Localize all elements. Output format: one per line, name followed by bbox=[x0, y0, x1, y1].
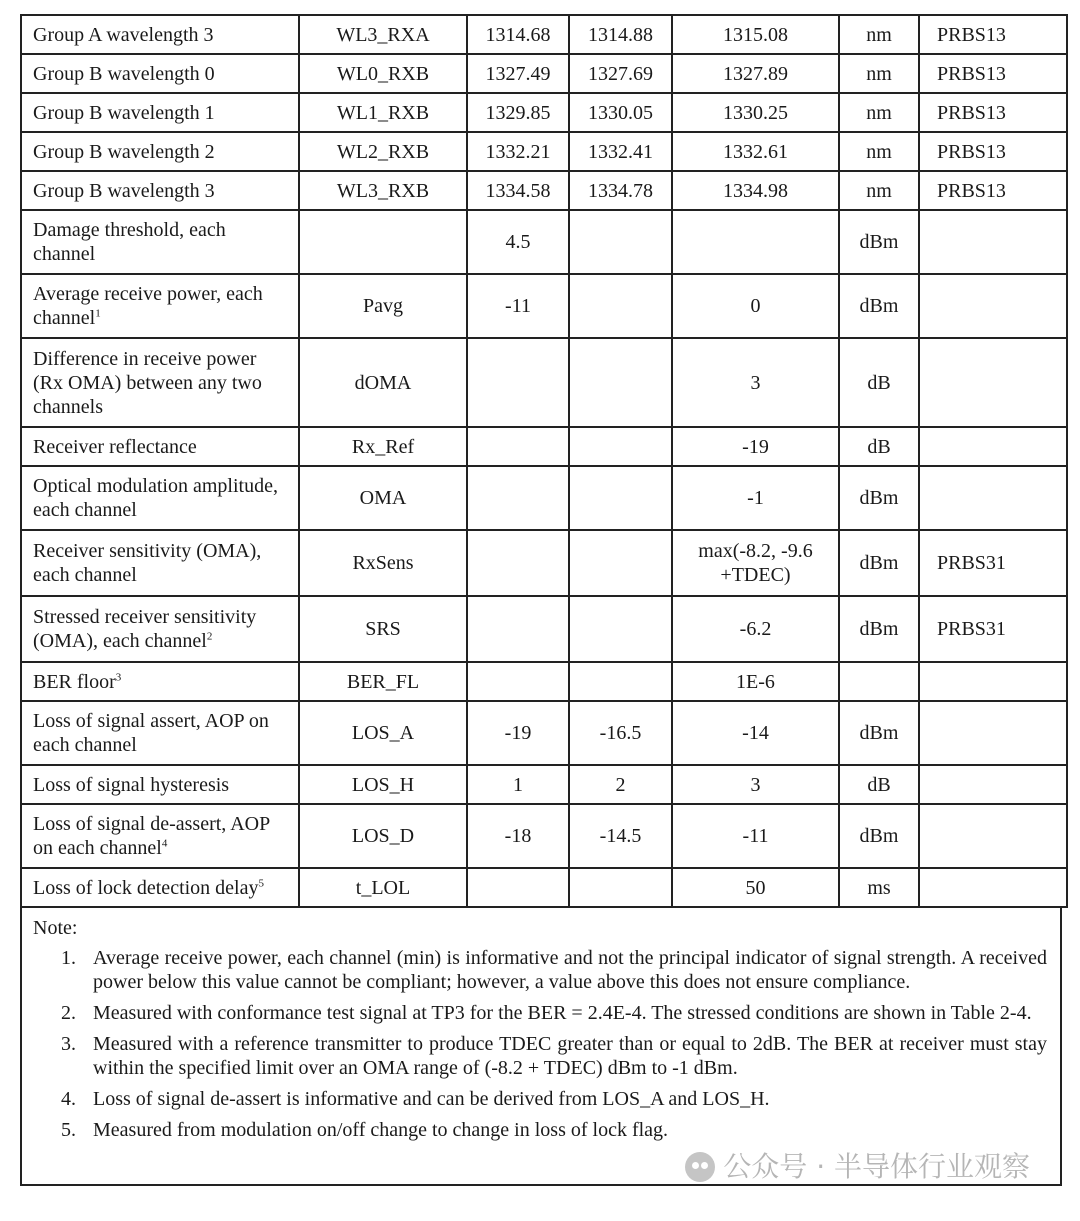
unit-text: dB bbox=[867, 773, 891, 796]
min-text: 1327.49 bbox=[485, 62, 551, 85]
unit-text: nm bbox=[866, 101, 892, 124]
cell-typ bbox=[569, 466, 672, 530]
cell-unit bbox=[839, 15, 919, 54]
symbol-text: LOS_D bbox=[351, 825, 415, 847]
max-text: max(-8.2, -9.6 +TDEC) bbox=[698, 540, 813, 586]
unit-text: dBm bbox=[859, 552, 899, 574]
symbol-text: SRS bbox=[365, 618, 401, 640]
cell-param bbox=[21, 132, 299, 171]
cell-unit bbox=[839, 132, 919, 171]
symbol-text: Rx_Ref bbox=[351, 435, 415, 458]
footnote-ref: 5 bbox=[258, 876, 264, 889]
cell-param bbox=[21, 466, 299, 530]
param-text: Loss of signal de-assert, AOP on each channel bbox=[33, 813, 270, 859]
min-text: 1334.58 bbox=[485, 179, 551, 202]
note-text: Average receive power, each channel (min) is informative and not the principal indicator of signal strength. A received power below this value cannot be compliant; however, a value above this does not ensure compliance. bbox=[93, 947, 1047, 993]
note-number: 2. bbox=[61, 1002, 76, 1024]
table-row bbox=[21, 132, 1067, 171]
symbol-text: Pavg bbox=[363, 295, 403, 317]
cell-param bbox=[21, 171, 299, 210]
cell-max bbox=[672, 171, 839, 210]
footnote-ref: 1 bbox=[95, 307, 101, 320]
note-item bbox=[33, 1087, 1049, 1111]
cell-cond bbox=[919, 466, 1067, 530]
cell-max bbox=[672, 701, 839, 765]
symbol-text: WL1_RXB bbox=[336, 101, 430, 124]
cell-max bbox=[672, 93, 839, 132]
cell-max bbox=[672, 466, 839, 530]
watermark bbox=[685, 1152, 1030, 1182]
table-row bbox=[21, 274, 1067, 338]
cell-symbol bbox=[299, 662, 467, 701]
typ-text: -14.5 bbox=[599, 825, 642, 847]
cell-unit bbox=[839, 596, 919, 662]
cell-param bbox=[21, 338, 299, 427]
min-text: 1 bbox=[513, 773, 523, 796]
param-text: Group B wavelength 3 bbox=[33, 179, 215, 202]
symbol-text: WL3_RXA bbox=[336, 23, 430, 46]
cell-min bbox=[467, 868, 569, 907]
typ-text: 1334.78 bbox=[588, 179, 653, 202]
cell-min bbox=[467, 466, 569, 530]
table-row bbox=[21, 868, 1067, 907]
cell-typ bbox=[569, 868, 672, 907]
cell-cond bbox=[919, 15, 1067, 54]
cell-symbol bbox=[299, 54, 467, 93]
symbol-text: LOS_A bbox=[351, 722, 415, 744]
max-text: 1315.08 bbox=[723, 23, 788, 46]
cell-symbol bbox=[299, 804, 467, 868]
cell-cond bbox=[919, 132, 1067, 171]
param-text: Stressed receiver sensitivity (OMA), each channel bbox=[33, 606, 257, 652]
cell-typ bbox=[569, 15, 672, 54]
cell-unit bbox=[839, 427, 919, 466]
cell-typ bbox=[569, 596, 672, 662]
typ-text: 1332.41 bbox=[588, 140, 653, 163]
cell-unit bbox=[839, 171, 919, 210]
min-text: 4.5 bbox=[505, 231, 531, 253]
cell-max bbox=[672, 15, 839, 54]
max-text: -1 bbox=[747, 487, 764, 509]
table-row bbox=[21, 596, 1067, 662]
cell-min bbox=[467, 54, 569, 93]
cell-param bbox=[21, 427, 299, 466]
symbol-text: WL3_RXB bbox=[336, 179, 430, 202]
cell-cond bbox=[919, 662, 1067, 701]
cell-typ bbox=[569, 171, 672, 210]
table-row bbox=[21, 171, 1067, 210]
param-text: Loss of signal hysteresis bbox=[33, 773, 230, 796]
cell-min bbox=[467, 132, 569, 171]
cond-text: PRBS13 bbox=[937, 101, 1006, 124]
cell-param bbox=[21, 701, 299, 765]
footnote-ref: 3 bbox=[115, 670, 122, 683]
cell-typ bbox=[569, 804, 672, 868]
cell-param bbox=[21, 868, 299, 907]
cell-max bbox=[672, 765, 839, 804]
cell-param bbox=[21, 54, 299, 93]
max-text: 3 bbox=[750, 773, 761, 796]
max-text: 3 bbox=[750, 371, 761, 394]
min-text: 1332.21 bbox=[485, 140, 551, 163]
cell-unit bbox=[839, 804, 919, 868]
cell-symbol bbox=[299, 171, 467, 210]
cell-typ bbox=[569, 530, 672, 596]
cell-max bbox=[672, 274, 839, 338]
cell-max bbox=[672, 54, 839, 93]
cell-cond bbox=[919, 804, 1067, 868]
cell-symbol bbox=[299, 530, 467, 596]
cell-param bbox=[21, 210, 299, 274]
cell-typ bbox=[569, 132, 672, 171]
max-text: -19 bbox=[742, 435, 769, 458]
cell-cond bbox=[919, 868, 1067, 907]
note-number: 1. bbox=[61, 947, 76, 969]
cell-symbol bbox=[299, 701, 467, 765]
cell-unit bbox=[839, 530, 919, 596]
param-text: Receiver reflectance bbox=[33, 435, 197, 458]
cell-min bbox=[467, 596, 569, 662]
notes-heading: Note: bbox=[33, 917, 78, 939]
table-row bbox=[21, 804, 1067, 868]
cell-max bbox=[672, 596, 839, 662]
unit-text: dBm bbox=[859, 618, 899, 640]
cell-min bbox=[467, 427, 569, 466]
cell-param bbox=[21, 15, 299, 54]
cell-cond bbox=[919, 171, 1067, 210]
cell-param bbox=[21, 765, 299, 804]
param-text: Optical modulation amplitude, each channel bbox=[33, 475, 278, 521]
symbol-text: RxSens bbox=[352, 552, 414, 574]
table-row bbox=[21, 54, 1067, 93]
min-text: -19 bbox=[504, 722, 532, 744]
cell-cond bbox=[919, 338, 1067, 427]
cell-typ bbox=[569, 338, 672, 427]
note-item bbox=[33, 1001, 1049, 1025]
param-text: Group B wavelength 0 bbox=[33, 62, 215, 85]
cell-min bbox=[467, 804, 569, 868]
max-text: -11 bbox=[742, 825, 769, 847]
cell-min bbox=[467, 338, 569, 427]
cell-typ bbox=[569, 210, 672, 274]
cell-max bbox=[672, 427, 839, 466]
max-text: 1330.25 bbox=[723, 101, 788, 124]
param-text: Loss of signal assert, AOP on each channel bbox=[33, 710, 269, 756]
note-number: 3. bbox=[61, 1033, 76, 1055]
cell-cond bbox=[919, 210, 1067, 274]
cond-text: PRBS31 bbox=[937, 618, 1006, 640]
param-text: BER floor bbox=[33, 670, 116, 693]
cond-text: PRBS13 bbox=[937, 140, 1006, 163]
unit-text: dBm bbox=[859, 825, 899, 847]
max-text: -14 bbox=[742, 722, 769, 744]
note-text: Measured with a reference transmitter to produce TDEC greater than or equal to 2dB. The BER at receiver must stay within the specified limit over an OMA range of (-8.2 + TDEC) dBm to -1 dBm. bbox=[93, 1033, 1047, 1079]
cell-typ bbox=[569, 54, 672, 93]
cond-text: PRBS13 bbox=[937, 179, 1006, 202]
cell-unit bbox=[839, 54, 919, 93]
param-text: Average receive power, each channel bbox=[33, 283, 263, 329]
cell-cond bbox=[919, 93, 1067, 132]
typ-text: 1327.69 bbox=[588, 62, 653, 85]
cell-unit bbox=[839, 338, 919, 427]
cell-max bbox=[672, 210, 839, 274]
cell-symbol bbox=[299, 338, 467, 427]
unit-text: dBm bbox=[859, 231, 899, 253]
note-number: 4. bbox=[61, 1088, 76, 1110]
cell-unit bbox=[839, 466, 919, 530]
table-row bbox=[21, 210, 1067, 274]
table-row bbox=[21, 93, 1067, 132]
unit-text: dB bbox=[867, 435, 891, 458]
unit-text: dBm bbox=[859, 487, 899, 509]
min-text: -11 bbox=[505, 295, 531, 317]
symbol-text: BER_FL bbox=[346, 670, 420, 693]
max-text: 1E-6 bbox=[736, 670, 775, 693]
table-row bbox=[21, 530, 1067, 596]
cell-min bbox=[467, 274, 569, 338]
cell-unit bbox=[839, 93, 919, 132]
note-text: Measured with conformance test signal at TP3 for the BER = 2.4E-4. The stressed conditions are shown in Table 2-4. bbox=[93, 1002, 1032, 1024]
note-text: Measured from modulation on/off change to change in loss of lock flag. bbox=[93, 1119, 669, 1141]
cell-symbol bbox=[299, 765, 467, 804]
min-text: 1329.85 bbox=[485, 101, 551, 124]
cell-max bbox=[672, 530, 839, 596]
cell-min bbox=[467, 171, 569, 210]
cell-max bbox=[672, 662, 839, 701]
unit-text: nm bbox=[866, 23, 892, 46]
unit-text: dBm bbox=[859, 722, 899, 744]
cell-min bbox=[467, 93, 569, 132]
cell-symbol bbox=[299, 427, 467, 466]
cell-unit bbox=[839, 765, 919, 804]
cell-param bbox=[21, 530, 299, 596]
table-row bbox=[21, 338, 1067, 427]
cell-cond bbox=[919, 530, 1067, 596]
cond-text: PRBS13 bbox=[937, 62, 1006, 85]
cell-symbol bbox=[299, 868, 467, 907]
table-row bbox=[21, 765, 1067, 804]
cell-typ bbox=[569, 765, 672, 804]
cell-max bbox=[672, 132, 839, 171]
symbol-text: dOMA bbox=[354, 371, 412, 394]
note-text: Loss of signal de-assert is informative and can be derived from LOS_A and LOS_H. bbox=[93, 1088, 770, 1110]
max-text: 0 bbox=[750, 295, 761, 317]
typ-text: 1330.05 bbox=[588, 101, 653, 124]
note-number: 5. bbox=[61, 1119, 76, 1141]
cell-symbol bbox=[299, 210, 467, 274]
unit-text: ms bbox=[867, 876, 891, 899]
cell-unit bbox=[839, 868, 919, 907]
notes-list bbox=[33, 946, 1049, 1142]
cell-param bbox=[21, 93, 299, 132]
symbol-text: t_LOL bbox=[355, 876, 411, 899]
symbol-text: WL0_RXB bbox=[336, 62, 430, 85]
max-text: 1327.89 bbox=[723, 62, 788, 85]
cell-symbol bbox=[299, 15, 467, 54]
unit-text: nm bbox=[866, 179, 892, 202]
footnote-ref: 4 bbox=[161, 837, 168, 850]
max-text: 50 bbox=[745, 876, 766, 899]
cell-cond bbox=[919, 596, 1067, 662]
note-item bbox=[33, 1032, 1049, 1080]
symbol-text: LOS_H bbox=[351, 773, 415, 796]
param-text: Damage threshold, each channel bbox=[33, 219, 226, 265]
unit-text: nm bbox=[866, 62, 892, 85]
wechat-icon bbox=[685, 1152, 715, 1182]
cell-symbol bbox=[299, 93, 467, 132]
cell-min bbox=[467, 15, 569, 54]
cell-cond bbox=[919, 427, 1067, 466]
cell-cond bbox=[919, 54, 1067, 93]
spec-document bbox=[20, 14, 1066, 1186]
cell-cond bbox=[919, 701, 1067, 765]
max-text: 1334.98 bbox=[723, 179, 788, 202]
cell-min bbox=[467, 701, 569, 765]
cell-max bbox=[672, 804, 839, 868]
cell-typ bbox=[569, 93, 672, 132]
cell-symbol bbox=[299, 466, 467, 530]
cell-unit bbox=[839, 274, 919, 338]
param-text: Group B wavelength 1 bbox=[33, 101, 215, 124]
cell-min bbox=[467, 662, 569, 701]
cell-unit bbox=[839, 662, 919, 701]
note-item bbox=[33, 1118, 1049, 1142]
cell-typ bbox=[569, 427, 672, 466]
cell-symbol bbox=[299, 274, 467, 338]
note-item bbox=[33, 946, 1049, 994]
table-row bbox=[21, 701, 1067, 765]
watermark-text: 公众号 · 半导体行业观察 bbox=[723, 1150, 1030, 1183]
param-text: Receiver sensitivity (OMA), each channel bbox=[33, 540, 262, 586]
unit-text: nm bbox=[866, 140, 892, 163]
param-text: Difference in receive power (Rx OMA) between any two channels bbox=[33, 347, 262, 418]
cell-param bbox=[21, 662, 299, 701]
cell-max bbox=[672, 868, 839, 907]
cell-param bbox=[21, 596, 299, 662]
table-row bbox=[21, 662, 1067, 701]
symbol-text: OMA bbox=[359, 487, 407, 509]
table-row bbox=[21, 466, 1067, 530]
cond-text: PRBS13 bbox=[937, 23, 1006, 46]
cell-symbol bbox=[299, 596, 467, 662]
cell-symbol bbox=[299, 132, 467, 171]
min-text: -18 bbox=[504, 825, 532, 847]
cell-typ bbox=[569, 701, 672, 765]
min-text: 1314.68 bbox=[485, 23, 551, 46]
table-row bbox=[21, 427, 1067, 466]
param-text: Group B wavelength 2 bbox=[33, 140, 215, 163]
max-text: 1332.61 bbox=[723, 140, 788, 163]
unit-text: dBm bbox=[859, 295, 899, 317]
cond-text: PRBS31 bbox=[937, 552, 1006, 574]
cell-typ bbox=[569, 662, 672, 701]
cell-max bbox=[672, 338, 839, 427]
cell-min bbox=[467, 765, 569, 804]
cell-param bbox=[21, 274, 299, 338]
unit-text: dB bbox=[867, 371, 891, 394]
notes-box bbox=[20, 908, 1062, 1186]
table-row bbox=[21, 15, 1067, 54]
cell-cond bbox=[919, 765, 1067, 804]
param-text: Loss of lock detection delay bbox=[33, 876, 259, 899]
cell-unit bbox=[839, 210, 919, 274]
symbol-text: WL2_RXB bbox=[336, 140, 430, 163]
param-text: Group A wavelength 3 bbox=[33, 23, 214, 46]
typ-text: 1314.88 bbox=[588, 23, 653, 46]
cell-typ bbox=[569, 274, 672, 338]
typ-text: -16.5 bbox=[599, 722, 642, 744]
cell-min bbox=[467, 210, 569, 274]
cell-min bbox=[467, 530, 569, 596]
cell-cond bbox=[919, 274, 1067, 338]
max-text: -6.2 bbox=[739, 618, 772, 640]
cell-param bbox=[21, 804, 299, 868]
typ-text: 2 bbox=[615, 773, 626, 796]
footnote-ref: 2 bbox=[206, 630, 213, 643]
receiver-spec-table bbox=[20, 14, 1068, 908]
cell-unit bbox=[839, 701, 919, 765]
